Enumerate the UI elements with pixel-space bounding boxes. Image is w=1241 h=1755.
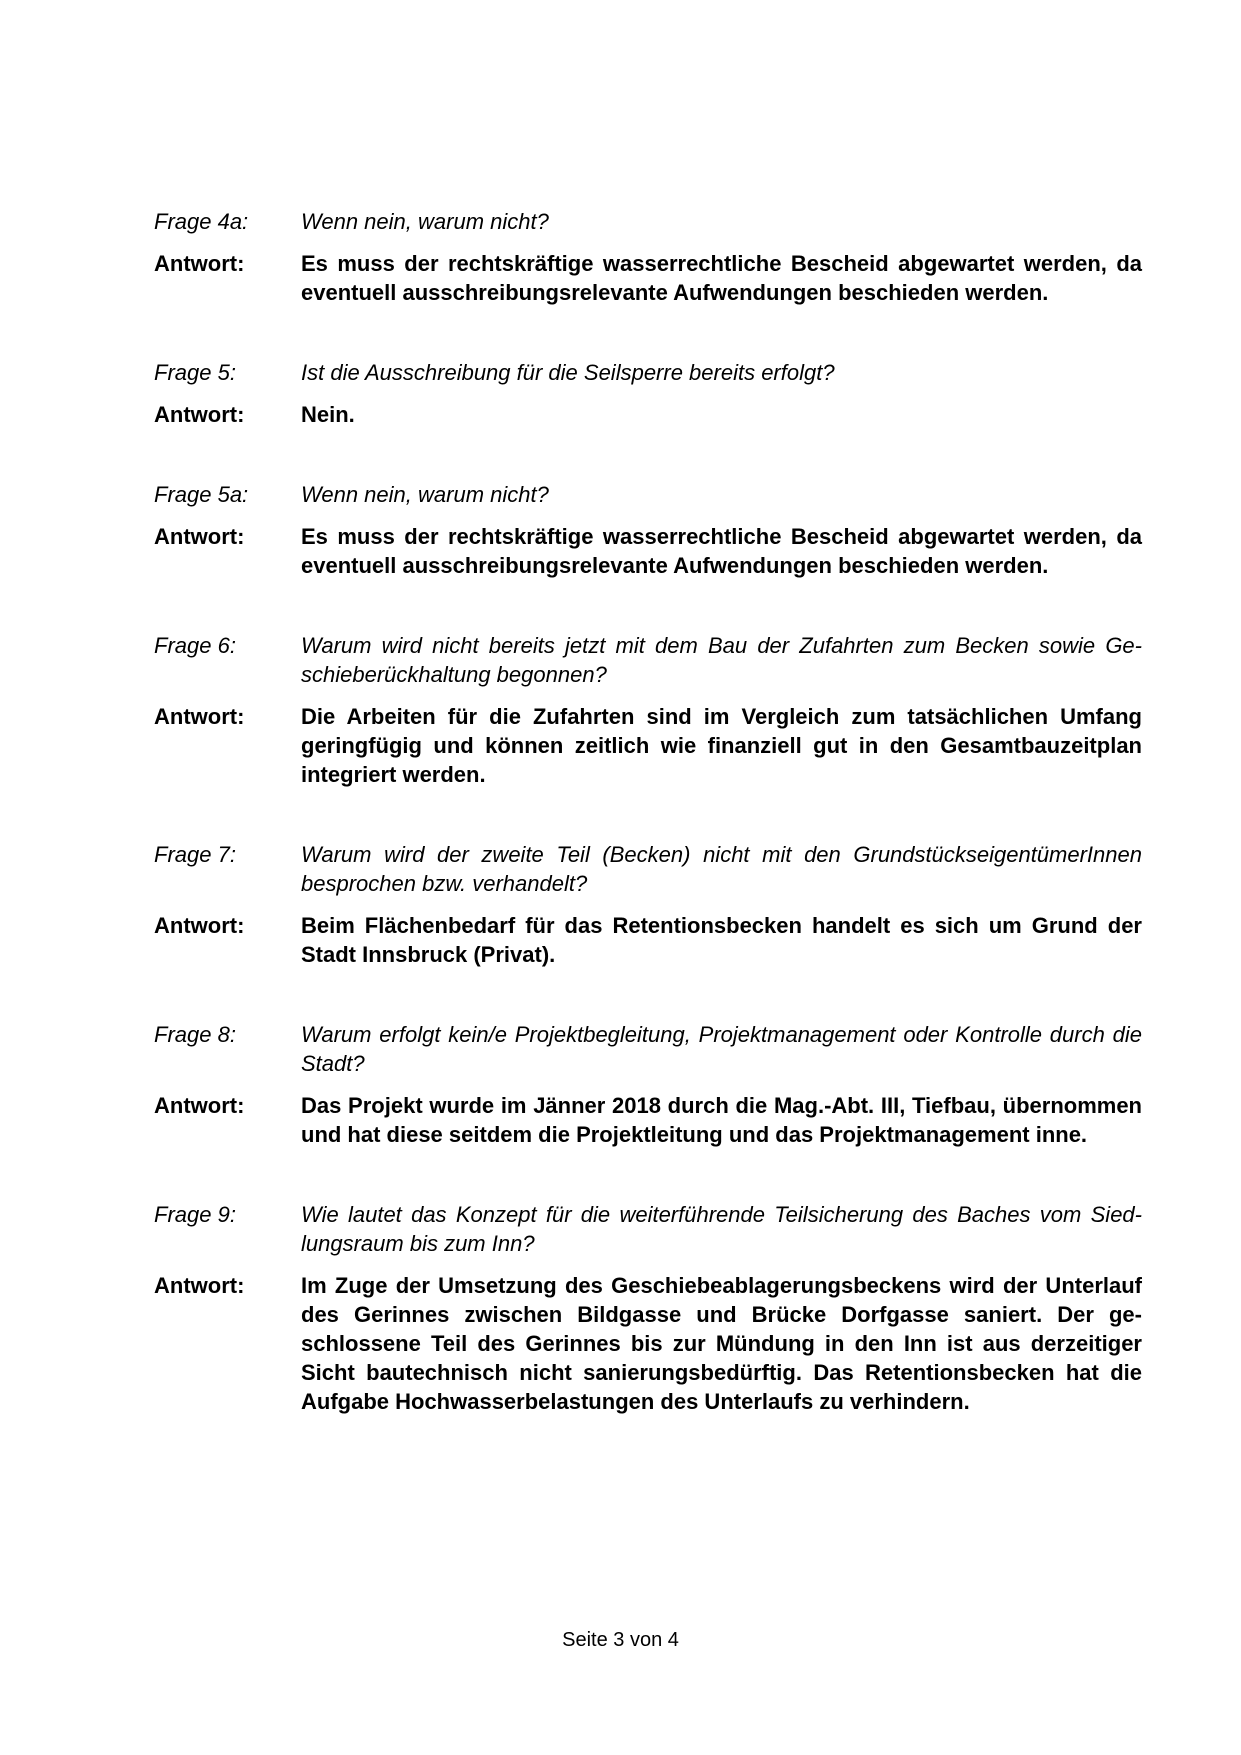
- qa-block-9: [154, 1200, 1142, 1416]
- answer-label: Antwort:: [154, 913, 245, 938]
- answer-text: Es muss der rechtskräftige wasserrechtliche Bescheid abgewartet werden, da eventuell ausschreibungsrelevante Aufwendungen beschieden werden.: [301, 524, 1142, 578]
- answer-row: [154, 1271, 1142, 1416]
- answer-label: Antwort:: [154, 251, 245, 276]
- answer-label: Antwort:: [154, 1093, 245, 1118]
- answer-row: [154, 522, 1142, 580]
- answer-text: Nein.: [301, 402, 355, 427]
- answer-text: Beim Flächenbedarf für das Retentionsbecken handelt es sich um Grund der Stadt Innsbruck (Privat).: [301, 913, 1142, 967]
- answer-label: Antwort:: [154, 524, 245, 549]
- answer-text: Die Arbeiten für die Zufahrten sind im Vergleich zum tatsächlichen Umfang geringfügig und können zeitlich wie finanziell gut in den Gesamtbauzeitplan integriert werden.: [301, 704, 1142, 787]
- question-row: [154, 840, 1142, 898]
- question-label: Frage 7:: [154, 842, 236, 867]
- question-row: [154, 1020, 1142, 1078]
- answer-text: Im Zuge der Umsetzung des Geschiebeablagerungsbeckens wird der Unterlauf des Gerinnes zwischen Bildgasse und Brücke Dorfgasse saniert. Der geschlossene Teil des Gerinnes bis zur Mündung in den Inn ist aus derzeitiger Sicht bautechnisch nicht sanierungsbedürftig. Das Retentionsbecken hat die Aufgabe Hochwasserbelastungen des Unterlaufs zu verhindern.: [301, 1273, 1142, 1414]
- question-text: Warum wird der zweite Teil (Becken) nicht mit den GrundstückseigentümerInnen besprochen bzw. verhandelt?: [301, 842, 1142, 896]
- question-label: Frage 6:: [154, 633, 236, 658]
- question-text: Warum wird nicht bereits jetzt mit dem Bau der Zufahrten zum Becken sowie Geschieberückhaltung begonnen?: [301, 633, 1142, 687]
- question-label: Frage 8:: [154, 1022, 236, 1047]
- question-label: Frage 5:: [154, 360, 236, 385]
- question-text: Wenn nein, warum nicht?: [301, 482, 549, 507]
- qa-list: [154, 207, 1142, 1416]
- page-number: Seite 3 von 4: [562, 1629, 679, 1651]
- question-text: Ist die Ausschreibung für die Seilsperre bereits erfolgt?: [301, 360, 835, 385]
- question-row: [154, 1200, 1142, 1258]
- qa-block-5: [154, 358, 1142, 429]
- question-label: Frage 9:: [154, 1202, 236, 1227]
- answer-text: Es muss der rechtskräftige wasserrechtliche Bescheid abgewartet werden, da eventuell ausschreibungsrelevante Aufwendungen beschieden werden.: [301, 251, 1142, 305]
- question-row: [154, 631, 1142, 689]
- answer-row: [154, 702, 1142, 789]
- question-text: Wenn nein, warum nicht?: [301, 209, 549, 234]
- qa-block-5a: [154, 480, 1142, 580]
- qa-block-4a: [154, 207, 1142, 307]
- question-text: Warum erfolgt kein/e Projektbegleitung, Projektmanagement oder Kontrolle durch die Stadt?: [301, 1022, 1142, 1076]
- question-label: Frage 5a:: [154, 482, 249, 507]
- answer-label: Antwort:: [154, 704, 245, 729]
- qa-block-6: [154, 631, 1142, 789]
- answer-row: [154, 400, 1142, 429]
- answer-row: [154, 249, 1142, 307]
- answer-label: Antwort:: [154, 1273, 245, 1298]
- question-row: [154, 358, 1142, 387]
- answer-label: Antwort:: [154, 402, 245, 427]
- question-row: [154, 207, 1142, 236]
- answer-row: [154, 911, 1142, 969]
- qa-block-8: [154, 1020, 1142, 1149]
- question-label: Frage 4a:: [154, 209, 249, 234]
- question-text: Wie lautet das Konzept für die weiterführende Teilsicherung des Baches vom Siedlungsraum bis zum Inn?: [301, 1202, 1142, 1256]
- answer-row: [154, 1091, 1142, 1149]
- answer-text: Das Projekt wurde im Jänner 2018 durch die Mag.-Abt. III, Tiefbau, übernommen und hat diese seitdem die Projektleitung und das Projektmanagement inne.: [301, 1093, 1142, 1147]
- qa-block-7: [154, 840, 1142, 969]
- question-row: [154, 480, 1142, 509]
